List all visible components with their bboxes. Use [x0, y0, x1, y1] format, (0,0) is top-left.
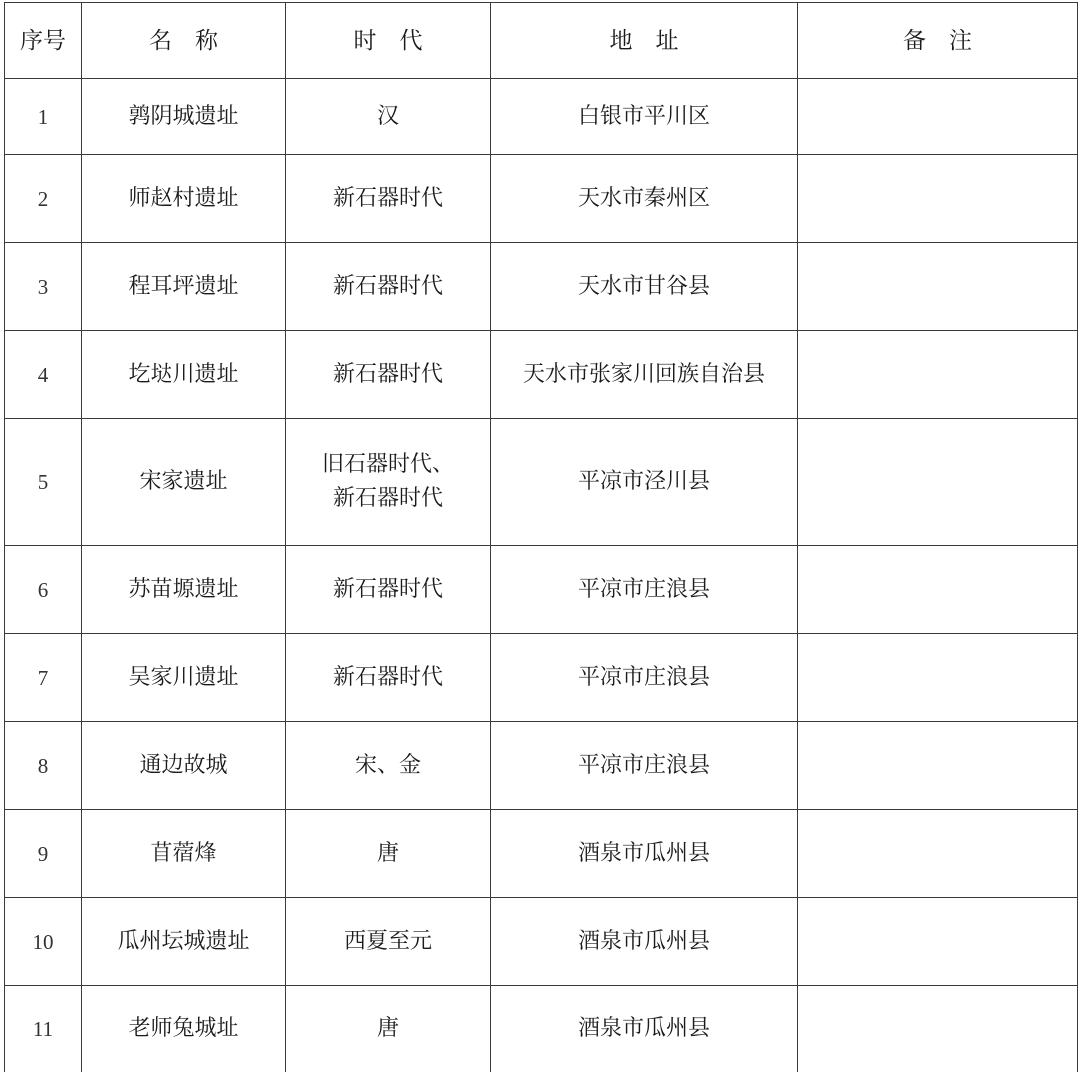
cell-name: 瓜州坛城遗址 — [82, 898, 286, 986]
cell-index: 6 — [5, 546, 82, 634]
header-era: 时 代 — [286, 3, 491, 79]
cell-index: 5 — [5, 419, 82, 546]
cell-note — [798, 634, 1078, 722]
table-row — [5, 722, 1078, 810]
table-row — [5, 155, 1078, 243]
cell-address: 天水市甘谷县 — [491, 243, 798, 331]
cell-name: 苜蓿烽 — [82, 810, 286, 898]
cell-index: 4 — [5, 331, 82, 419]
cell-note — [798, 986, 1078, 1073]
cell-note — [798, 546, 1078, 634]
table-header-row — [5, 3, 1078, 79]
cell-name: 苏苗塬遗址 — [82, 546, 286, 634]
table-row — [5, 898, 1078, 986]
table-row — [5, 986, 1078, 1073]
cell-name: 程耳坪遗址 — [82, 243, 286, 331]
cell-note — [798, 79, 1078, 155]
cell-era: 新石器时代 — [286, 634, 491, 722]
cell-index: 9 — [5, 810, 82, 898]
cell-address: 平凉市庄浪县 — [491, 546, 798, 634]
cell-index: 10 — [5, 898, 82, 986]
cell-era: 西夏至元 — [286, 898, 491, 986]
cell-address: 白银市平川区 — [491, 79, 798, 155]
cell-era: 新石器时代 — [286, 243, 491, 331]
table-row — [5, 243, 1078, 331]
cell-name: 圪垯川遗址 — [82, 331, 286, 419]
cell-index: 3 — [5, 243, 82, 331]
cell-index: 8 — [5, 722, 82, 810]
table-row — [5, 634, 1078, 722]
table-row — [5, 419, 1078, 546]
cell-era: 新石器时代 — [286, 331, 491, 419]
header-address: 地 址 — [491, 3, 798, 79]
cell-address: 天水市张家川回族自治县 — [491, 331, 798, 419]
cell-era: 新石器时代 — [286, 546, 491, 634]
cell-note — [798, 155, 1078, 243]
cell-name: 老师兔城址 — [82, 986, 286, 1073]
table-row — [5, 810, 1078, 898]
cell-note — [798, 419, 1078, 546]
cell-name: 师赵村遗址 — [82, 155, 286, 243]
cell-address: 酒泉市瓜州县 — [491, 810, 798, 898]
table-row — [5, 546, 1078, 634]
cell-address: 天水市秦州区 — [491, 155, 798, 243]
cell-name: 宋家遗址 — [82, 419, 286, 546]
cell-address: 平凉市庄浪县 — [491, 634, 798, 722]
cell-name: 吴家川遗址 — [82, 634, 286, 722]
header-name: 名 称 — [82, 3, 286, 79]
table-row — [5, 331, 1078, 419]
cell-index: 11 — [5, 986, 82, 1073]
cell-address: 平凉市泾川县 — [491, 419, 798, 546]
cell-era: 新石器时代 — [286, 155, 491, 243]
cell-name: 鹑阴城遗址 — [82, 79, 286, 155]
cell-note — [798, 810, 1078, 898]
cell-address: 平凉市庄浪县 — [491, 722, 798, 810]
header-index: 序号 — [5, 3, 82, 79]
cell-index: 1 — [5, 79, 82, 155]
header-note: 备 注 — [798, 3, 1078, 79]
cell-era: 汉 — [286, 79, 491, 155]
cell-note — [798, 898, 1078, 986]
cell-index: 2 — [5, 155, 82, 243]
cell-era: 唐 — [286, 810, 491, 898]
table-row — [5, 79, 1078, 155]
cell-address: 酒泉市瓜州县 — [491, 986, 798, 1073]
heritage-sites-table — [4, 2, 1078, 1072]
cell-note — [798, 243, 1078, 331]
cell-name: 通边故城 — [82, 722, 286, 810]
cell-era: 唐 — [286, 986, 491, 1073]
cell-note — [798, 722, 1078, 810]
cell-address: 酒泉市瓜州县 — [491, 898, 798, 986]
cell-index: 7 — [5, 634, 82, 722]
cell-era: 旧石器时代、新石器时代 — [286, 419, 491, 546]
cell-era: 宋、金 — [286, 722, 491, 810]
cell-note — [798, 331, 1078, 419]
